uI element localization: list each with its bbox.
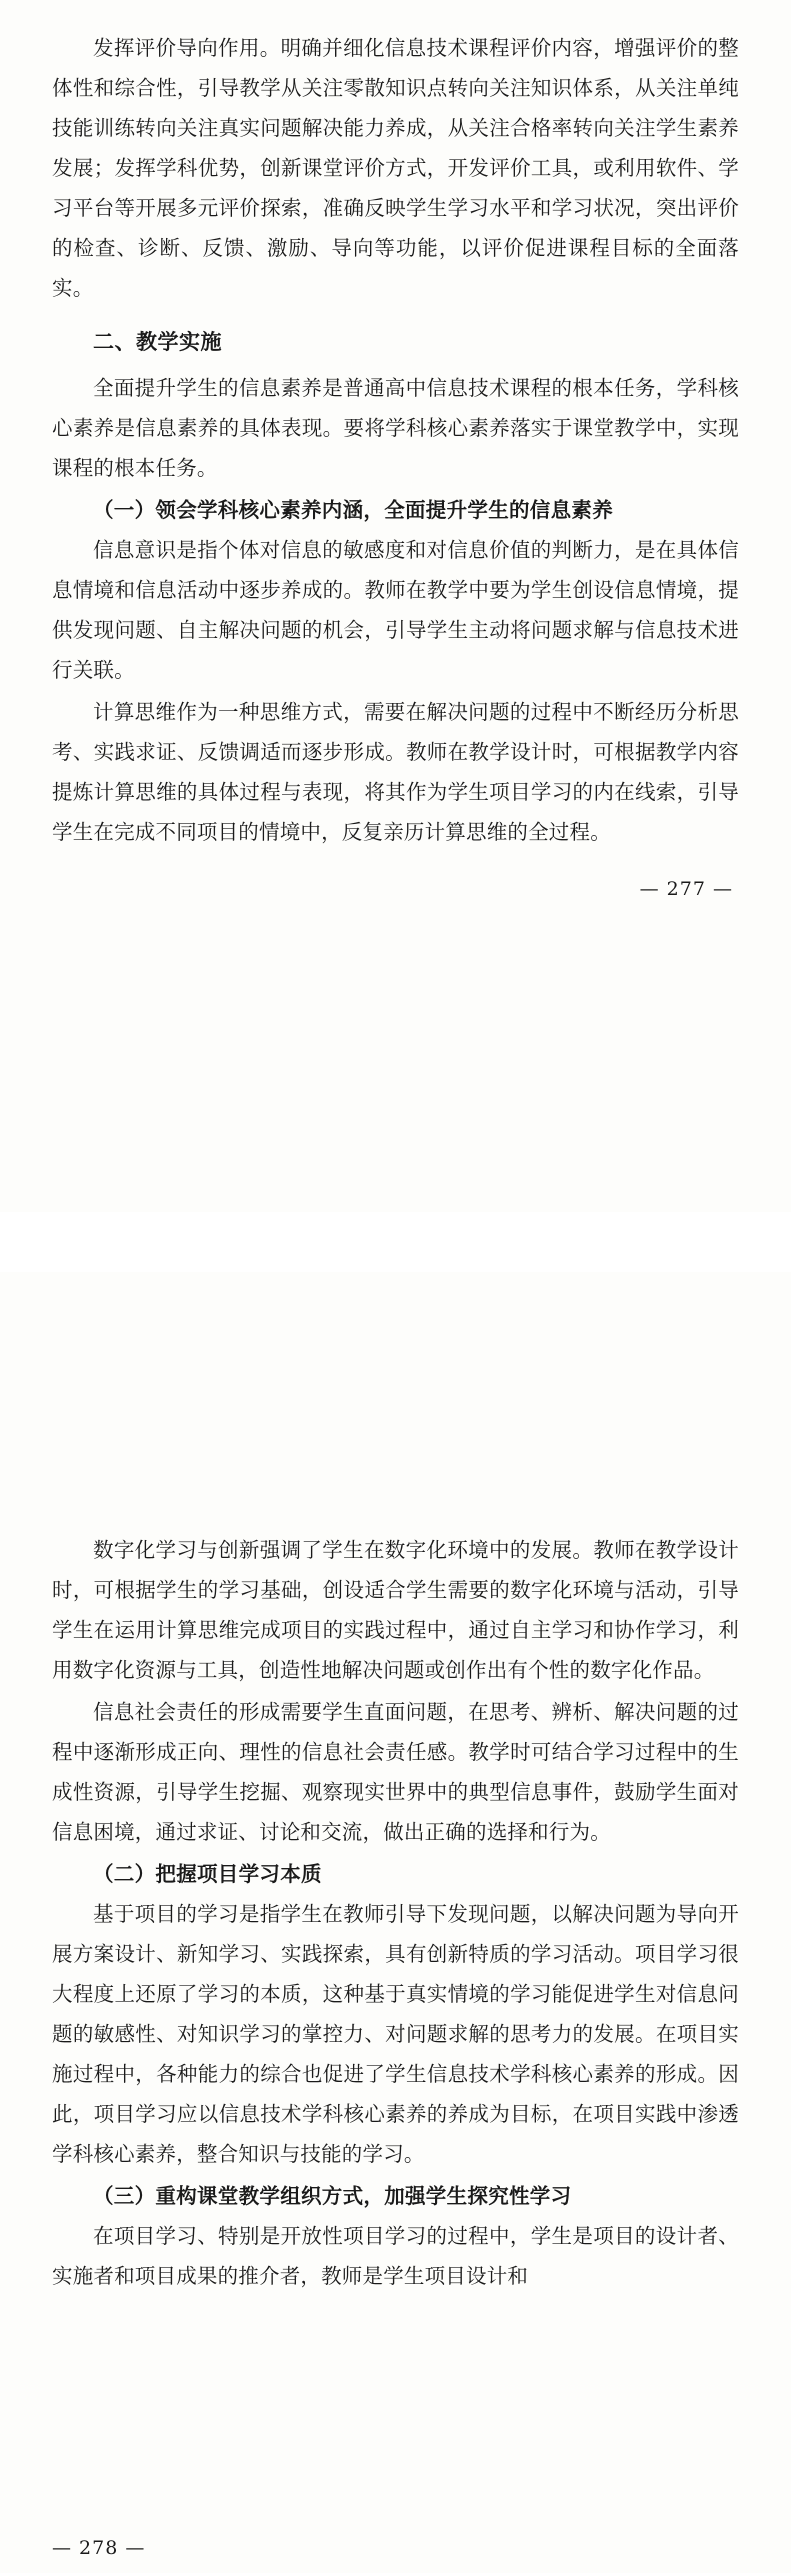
section-heading: 二、教学实施	[93, 330, 222, 354]
page-number: — 277 —	[639, 878, 733, 900]
paragraph: 信息意识是指个体对信息的敏感度和对信息价值的判断力，是在具体信息情境和信息活动中逐步养成的。教师在教学中要为学生创设信息情境，提供发现问题、自主解决问题的机会，引导学生主动将问题求解与信息技术进行关联。	[52, 538, 739, 682]
page-number: — 278 —	[52, 2537, 146, 2559]
sub-heading: （二）把握项目学习本质	[93, 1862, 322, 1886]
document-page-278	[0, 1272, 791, 2573]
paragraph: 在项目学习、特别是开放性项目学习的过程中，学生是项目的设计者、实施者和项目成果的推介者，教师是学生项目设计和	[52, 2224, 739, 2288]
paragraph: 发挥评价导向作用。明确并细化信息技术课程评价内容，增强评价的整体性和综合性，引导教学从关注零散知识点转向关注知识体系，从关注单纯技能训练转向关注真实问题解决能力养成，从关注合格率转向关注学生素养发展；发挥学科优势，创新课堂评价方式，开发评价工具，或利用软件、学习平台等开展多元评价探索，准确反映学生学习水平和学习状况，突出评价的检查、诊断、反馈、激励、导向等功能，以评价促进课程目标的全面落实。	[52, 36, 739, 300]
paragraph: 计算思维作为一种思维方式，需要在解决问题的过程中不断经历分析思考、实践求证、反馈调适而逐步形成。教师在教学设计时，可根据教学内容提炼计算思维的具体过程与表现，将其作为学生项目学习的内在线索，引导学生在完成不同项目的情境中，反复亲历计算思维的全过程。	[52, 700, 739, 844]
sub-heading: （三）重构课堂教学组织方式，加强学生探究性学习	[93, 2184, 572, 2208]
page-top-margin	[52, 1272, 739, 1530]
paragraph: 基于项目的学习是指学生在教师引导下发现问题，以解决问题为导向开展方案设计、新知学习、实践探索，具有创新特质的学习活动。项目学习很大程度上还原了学习的本质，这种基于真实情境的学习能促进学生对信息问题的敏感性、对知识学习的掌控力、对问题求解的思考力的发展。在项目实施过程中，各种能力的综合也促进了学生信息技术学科核心素养的形成。因此，项目学习应以信息技术学科核心素养的养成为目标，在项目实践中渗透学科核心素养，整合知识与技能的学习。	[52, 1902, 739, 2166]
paragraph: 数字化学习与创新强调了学生在数字化环境中的发展。教师在教学设计时，可根据学生的学习基础，创设适合学生需要的数字化环境与活动，引导学生在运用计算思维完成项目的实践过程中，通过自主学习和协作学习，利用数字化资源与工具，创造性地解决问题或创作出有个性的数字化作品。	[52, 1538, 739, 1682]
paragraph: 全面提升学生的信息素养是普通高中信息技术课程的根本任务，学科核心素养是信息素养的具体表现。要将学科核心素养落实于课堂教学中，实现课程的根本任务。	[52, 376, 739, 480]
sub-heading: （一）领会学科核心素养内涵，全面提升学生的信息素养	[93, 498, 613, 522]
paragraph: 信息社会责任的形成需要学生直面问题，在思考、辨析、解决问题的过程中逐渐形成正向、理性的信息社会责任感。教学时可结合学习过程中的生成性资源，引导学生挖掘、观察现实世界中的典型信息事件，鼓励学生面对信息困境，通过求证、讨论和交流，做出正确的选择和行为。	[52, 1700, 739, 1844]
page-separator	[0, 1212, 791, 1272]
document-page-277	[0, 0, 791, 1212]
